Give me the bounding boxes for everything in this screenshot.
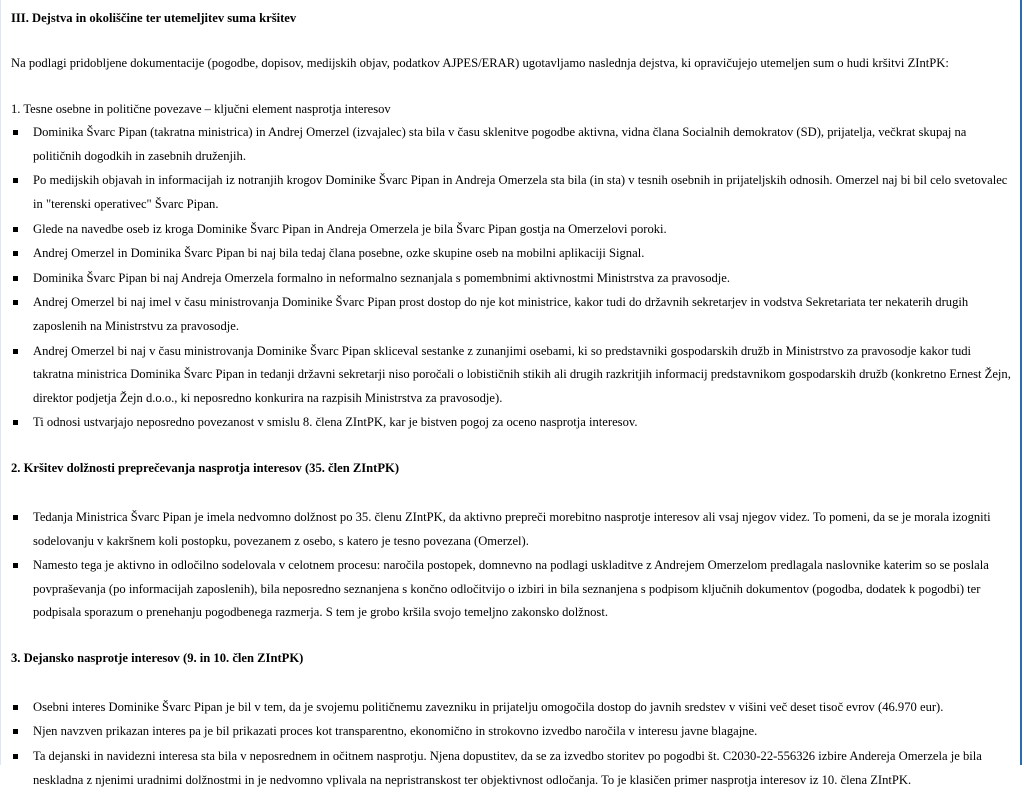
list-item: Andrej Omerzel bi naj imel v času ministrovanja Dominike Švarc Pipan prost dostop do nje kot ministrice, kakor tudi do državnih sekretarjev in vodstva Sekretariata ter nekaterih drugih zaposlenih na Ministrstvu za pravosodje.	[11, 291, 1012, 338]
list-item: Tedanja Ministrica Švarc Pipan je imela nedvomno dolžnost po 35. členu ZIntPK, da aktivno prepreči morebitno nasprotje interesov ali vsaj njegov videz. To pomeni, da se je morala izogniti sodelovanju v kakršnem koli postopku, povezanem z osebo, s katero je tesno povezana (Omerzel).	[11, 506, 1012, 553]
list-item: Andrej Omerzel bi naj v času ministrovanja Dominike Švarc Pipan skliceval sestanke z zunanjimi osebami, ki so predstavniki gospodarskih družb in Ministrstvo za pravosodje kakor tudi takratna ministrica Dominika Švarc Pipan in tedanji državni sekretarji niso poročali o lobističnih stikih ali drugih razkritjih informacij predstavnikom gospodarskih družb (konkretno Ernest Žejn, direktor podjetja Žejn d.o.o., ki neposredno konkurira na razpisih Ministrstva za pravosodje).	[11, 340, 1012, 411]
point2-list	[11, 506, 1012, 625]
list-item: Ti odnosi ustvarjajo neposredno povezanost v smislu 8. člena ZIntPK, kar je bistven pogoj za oceno nasprotja interesov.	[11, 411, 1012, 435]
list-item: Ta dejanski in navidezni interesa sta bila v neposrednem in očitnem nasprotju. Njena dopustitev, da se za izvedbo storitev po pogodbi št. C2030-22-556326 izbire Andereja Omerzela je bila neskladna z njenimi uradnimi dolžnostmi in je nedvomno vplivala na nepristranskost ter objektivnost odločanja. To je klasičen primer nasprotja interesov iz 10. člena ZIntPK.	[11, 745, 1012, 792]
list-item: Glede na navedbe oseb iz kroga Dominike Švarc Pipan in Andreja Omerzela je bila Švarc Pipan gostja na Omerzelovi poroki.	[11, 218, 1012, 242]
point2-title: 2. Kršitev dolžnosti preprečevanja nasprotja interesov (35. člen ZIntPK)	[11, 460, 400, 475]
section-title: III. Dejstva in okoliščine ter utemeljitev suma kršitev	[11, 11, 297, 25]
list-item: Po medijskih objavah in informacijah iz notranjih krogov Dominike Švarc Pipan in Andreja Omerzela sta bila (in sta) v tesnih osebnih in prijateljskih odnosih. Omerzel naj bi bil celo svetovalec in "terenski operativec" Švarc Pipan.	[11, 169, 1012, 216]
list-item: Andrej Omerzel in Dominika Švarc Pipan bi naj bila tedaj člana posebne, ozke skupine oseb na mobilni aplikaciji Signal.	[11, 242, 1012, 266]
point1-title: 1. Tesne osebne in politične povezave – ključni element nasprotja interesov	[11, 101, 391, 116]
list-item: Namesto tega je aktivno in odločilno sodelovala v celotnem procesu: naročila postopek, domnevno na podlagi uskladitve z Andrejem Omerzelom predlagala naslovnike katerim so se poslala povpraševanja (po informacijah zaposlenih), bila neposredno seznanjena s končno odločitvijo o izbiri in bila seznanjena s podpisom ključnih dokumentov (pogodba, dodatek k pogodbi) ter podpisala sporazum o prenehanju pogodbenega razmerja. S tem je grobo kršila svojo temeljno zakonsko dolžnost.	[11, 554, 1012, 625]
point3-list	[11, 696, 1012, 792]
point1-list	[11, 121, 1012, 435]
list-item: Osebni interes Dominike Švarc Pipan je bil v tem, da je svojemu političnemu zavezniku in prijatelju omogočila dostop do javnih sredstev v višini več deset tisoč evrov (46.970 eur).	[11, 696, 1012, 720]
list-item: Dominika Švarc Pipan (takratna ministrica) in Andrej Omerzel (izvajalec) sta bila v času sklenitve pogodbe aktivna, vidna člana Socialnih demokratov (SD), prijatelja, večkrat skupaj na političnih dogodkih in zasebnih druženjih.	[11, 121, 1012, 168]
list-item: Njen navzven prikazan interes pa je bil prikazati proces kot transparentno, ekonomično in strokovno izvedbo naročila v interesu javne blagajne.	[11, 720, 1012, 744]
intro-paragraph: Na podlagi pridobljene dokumentacije (pogodbe, dopisov, medijskih objav, podatkov AJPES/ERAR) ugotavljamo naslednja dejstva, ki opravičujejo utemeljen sum o hudi kršitvi ZIntPK:	[11, 56, 949, 70]
point3-title: 3. Dejansko nasprotje interesov (9. in 10. člen ZIntPK)	[11, 650, 304, 665]
list-item: Dominika Švarc Pipan bi naj Andreja Omerzela formalno in neformalno seznanjala s pomembnimi aktivnostmi Ministrstva za pravosodje.	[11, 267, 1012, 291]
